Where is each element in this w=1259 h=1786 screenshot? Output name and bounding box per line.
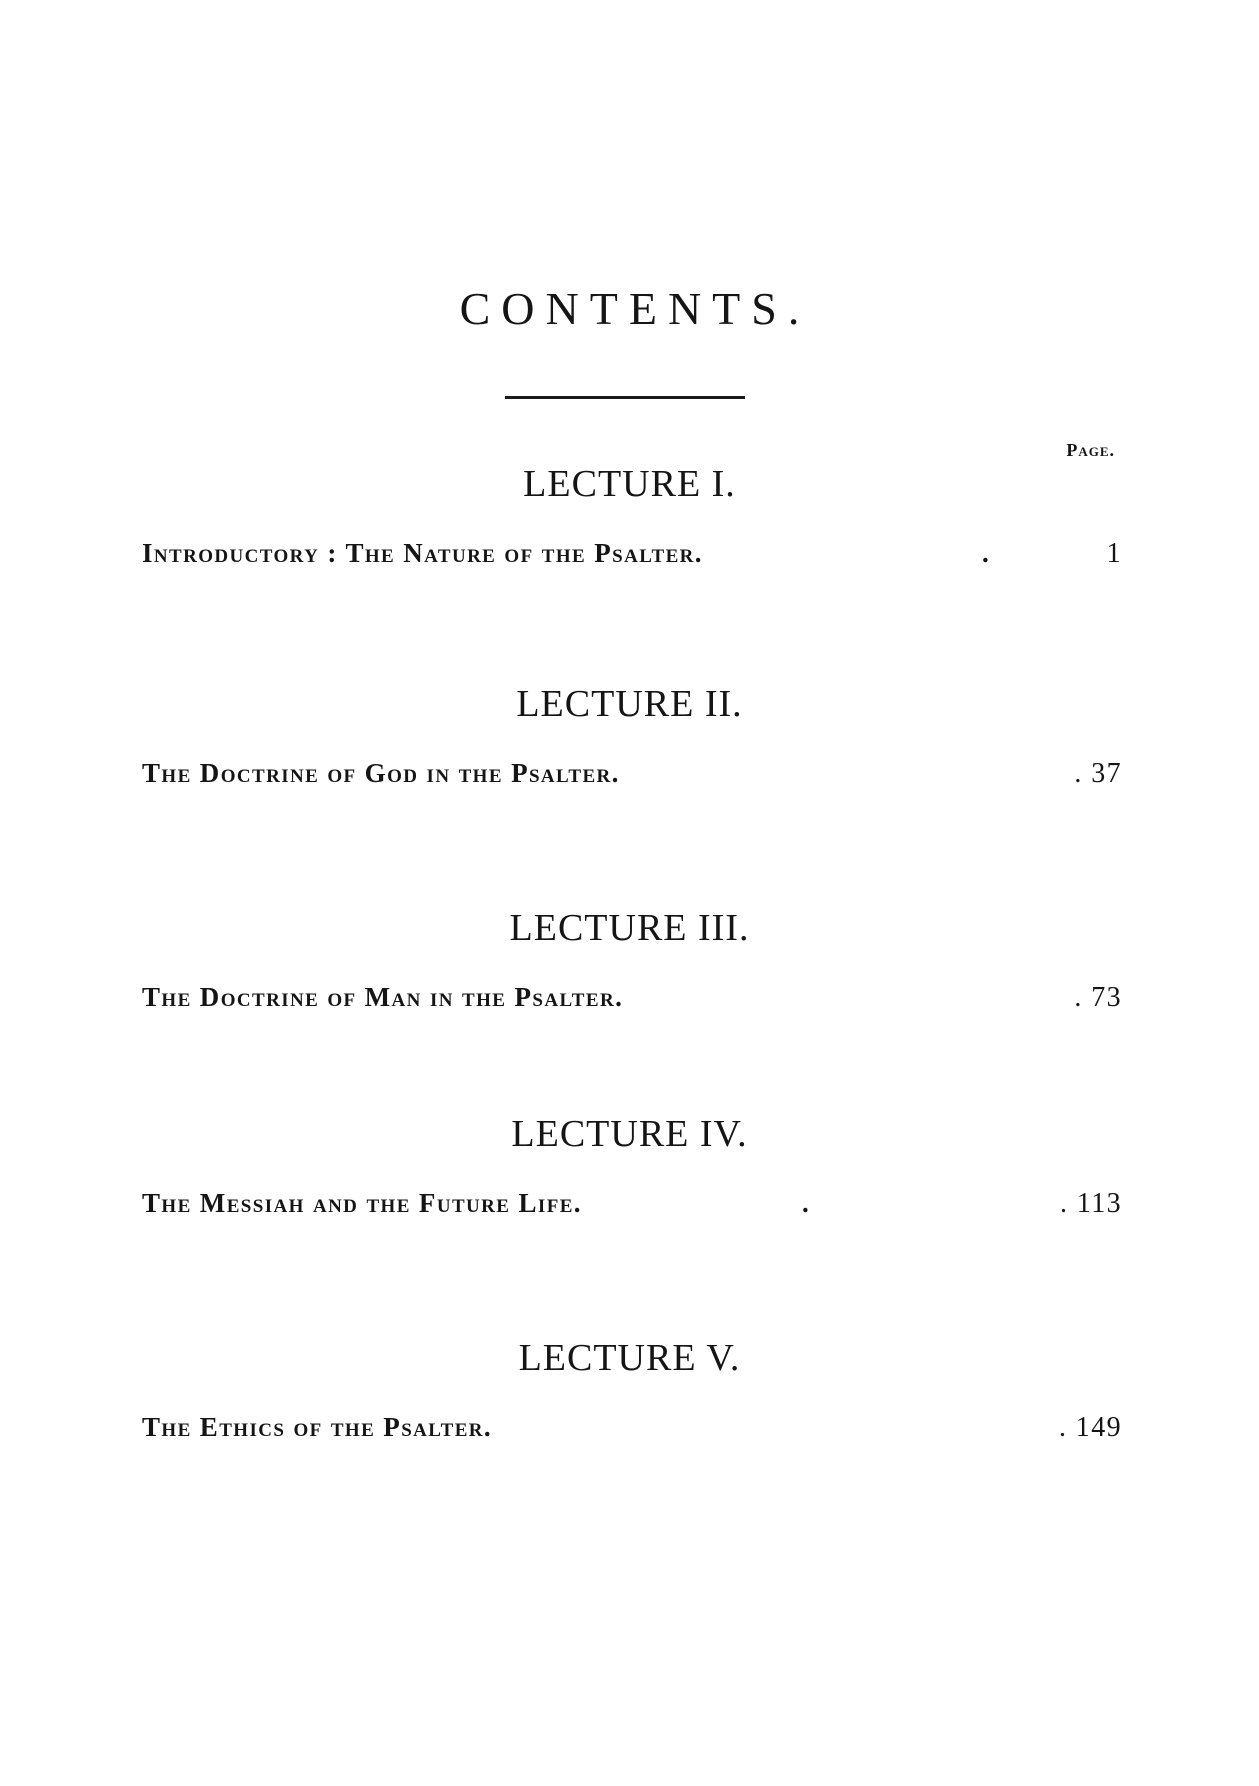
toc-entry[interactable] xyxy=(142,1188,1122,1224)
toc-entry-page: . 73 xyxy=(1074,982,1122,1013)
toc-entry[interactable] xyxy=(142,758,1122,794)
toc-entry-page: . 149 xyxy=(1059,1412,1122,1443)
lecture-heading: LECTURE V. xyxy=(518,1337,741,1379)
toc-entry[interactable] xyxy=(142,982,1122,1018)
toc-entry-leader: . xyxy=(802,1188,811,1218)
toc-entry-page: . 37 xyxy=(1074,758,1122,789)
page-column-label: Page. xyxy=(1066,440,1115,460)
page-title: CONTENTS. xyxy=(459,283,811,334)
toc-entry-page: 1 xyxy=(1106,538,1122,569)
toc-entry-title: The Messiah and the Future Life. xyxy=(142,1188,582,1218)
toc-entry-title: The Doctrine of Man in the Psalter. xyxy=(142,982,624,1012)
lecture-heading: LECTURE III. xyxy=(509,907,750,949)
toc-entry-title: The Ethics of the Psalter. xyxy=(142,1412,493,1442)
toc-entry[interactable] xyxy=(142,538,1122,574)
toc-entry-leader: . xyxy=(982,538,991,568)
toc-entry[interactable] xyxy=(142,1412,1122,1448)
lecture-heading: LECTURE IV. xyxy=(511,1113,748,1155)
toc-entry-page: . 113 xyxy=(1060,1188,1122,1219)
lecture-heading: LECTURE I. xyxy=(523,463,736,505)
toc-entry-title: Introductory : The Nature of the Psalter. xyxy=(142,538,703,568)
title-rule xyxy=(505,396,745,399)
lecture-heading: LECTURE II. xyxy=(516,683,743,725)
toc-entry-title: The Doctrine of God in the Psalter. xyxy=(142,758,620,788)
